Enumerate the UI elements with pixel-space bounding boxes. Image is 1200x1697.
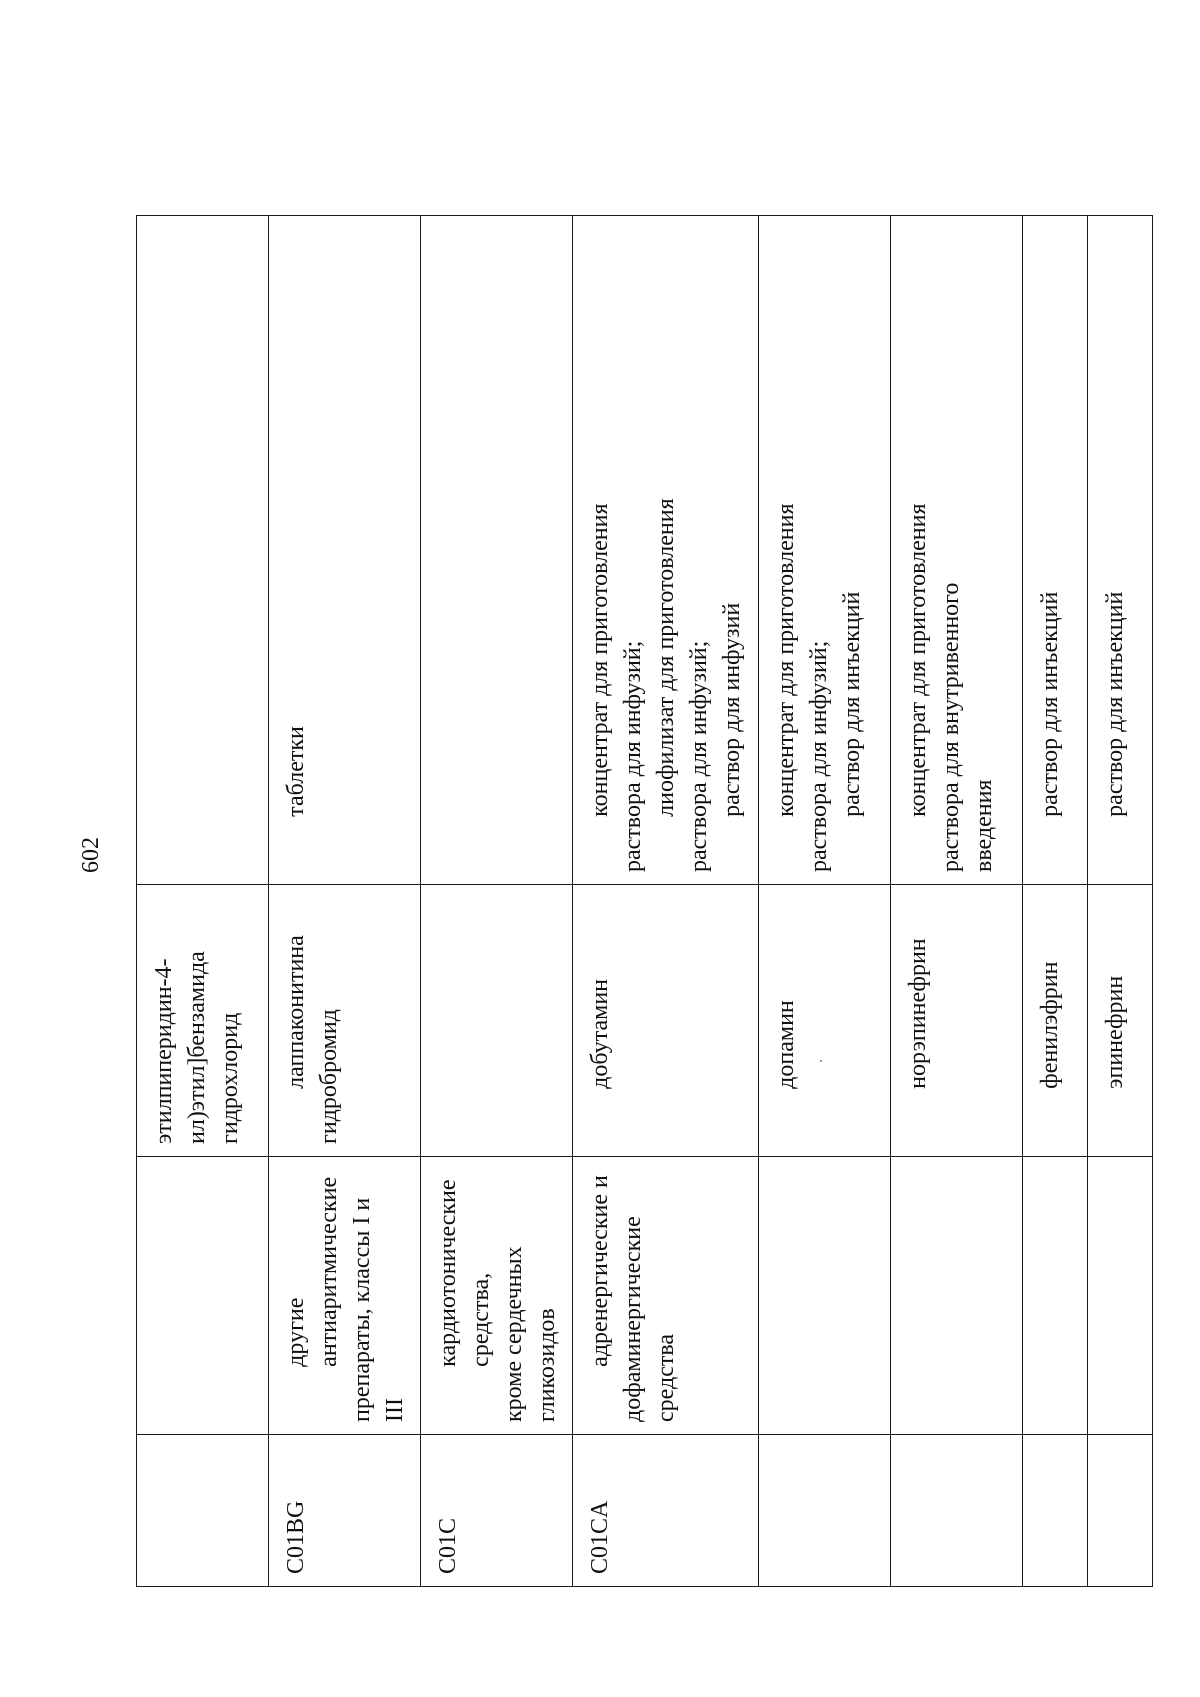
dosage-form-line: раствора для инфузий;	[806, 640, 832, 872]
dosage-form-line: таблетки	[283, 726, 309, 817]
dosage-form-cell	[137, 216, 269, 885]
atc-code-cell	[573, 1435, 759, 1587]
inn-cell	[1088, 885, 1153, 1157]
inn-line: допамин	[773, 1000, 799, 1089]
inn-cell	[1023, 885, 1088, 1157]
group-cell	[573, 1157, 759, 1435]
inn-line: эпинефрин	[1102, 975, 1128, 1089]
scan-speck	[820, 1060, 822, 1062]
inn-cell	[573, 885, 759, 1157]
drug-table	[136, 215, 1153, 1587]
group-cell	[1023, 1157, 1088, 1435]
dosage-form-cell	[421, 216, 573, 885]
group-cell	[1088, 1157, 1153, 1435]
group-line: другие антиаритмические	[283, 1176, 342, 1367]
dosage-form-line: введения	[971, 779, 997, 872]
dosage-form-cell	[573, 216, 759, 885]
inn-cell	[759, 885, 891, 1157]
dosage-form-line: концентрат для приготовления	[773, 503, 799, 817]
inn-line: норэпинефрин	[905, 938, 931, 1089]
inn-line: этилпиперидин-4-	[151, 958, 177, 1144]
dosage-form-cell	[1023, 216, 1088, 885]
dosage-form-cell	[269, 216, 421, 885]
atc-code-cell	[1088, 1435, 1153, 1587]
group-line: кардиотонические средства,	[435, 1179, 494, 1367]
dosage-form-line: раствора для внутривенного	[938, 582, 964, 872]
page-number: 602	[78, 837, 104, 873]
drug-table-container	[136, 216, 1192, 1587]
table-row	[1088, 216, 1153, 1587]
dosage-form-cell	[759, 216, 891, 885]
group-cell	[421, 1157, 573, 1435]
dosage-form-line: концентрат для приготовления	[905, 503, 931, 817]
inn-line: гидробромид	[316, 1009, 342, 1144]
inn-line: добутамин	[587, 978, 613, 1089]
dosage-form-line: раствор для инъекций	[1102, 591, 1128, 817]
atc-code-cell	[891, 1435, 1023, 1587]
inn-cell	[137, 885, 269, 1157]
group-line: кроме сердечных гликозидов	[501, 1246, 560, 1422]
group-cell	[891, 1157, 1023, 1435]
atc-code-cell	[1023, 1435, 1088, 1587]
group-cell	[137, 1157, 269, 1435]
dosage-form-line: раствор для инъекций	[1037, 591, 1063, 817]
dosage-form-cell	[891, 216, 1023, 885]
inn-line: гидрохлорид	[217, 1012, 243, 1144]
atc-code-cell	[759, 1435, 891, 1587]
dosage-form-line: раствор для инфузий	[719, 602, 745, 817]
group-cell	[269, 1157, 421, 1435]
dosage-form-line: концентрат для приготовления	[587, 503, 613, 817]
table-row	[421, 216, 573, 1587]
table-row	[137, 216, 269, 1587]
dosage-form-cell	[1088, 216, 1153, 885]
inn-line: фенилэфрин	[1037, 961, 1063, 1089]
atc-code-cell	[137, 1435, 269, 1587]
inn-cell	[891, 885, 1023, 1157]
atc-code: C01CA	[587, 1500, 613, 1574]
atc-code-cell	[269, 1435, 421, 1587]
table-row	[891, 216, 1023, 1587]
dosage-form-line: раствора для инфузий;	[620, 640, 646, 872]
group-cell	[759, 1157, 891, 1435]
atc-code: C01C	[435, 1517, 461, 1574]
dosage-form-line: раствор для инъекций	[839, 591, 865, 817]
atc-code: C01BG	[283, 1500, 309, 1574]
inn-line: лаппаконитина	[283, 935, 309, 1089]
atc-code-cell	[421, 1435, 573, 1587]
table-row	[759, 216, 891, 1587]
table-row	[573, 216, 759, 1587]
table-row	[269, 216, 421, 1587]
group-line: препараты, классы I и III	[349, 1197, 408, 1422]
dosage-form-line: лиофилизат для приготовления	[653, 498, 679, 817]
drug-table-rotated	[136, 216, 1192, 1587]
group-line: адренергические и	[587, 1175, 613, 1367]
dosage-form-line: раствора для инфузий;	[686, 640, 712, 872]
inn-cell	[269, 885, 421, 1157]
table-row	[1023, 216, 1088, 1587]
inn-cell	[421, 885, 573, 1157]
group-line: дофаминергические средства	[620, 1216, 679, 1422]
inn-line: ил)этил]бензамида	[184, 951, 210, 1144]
